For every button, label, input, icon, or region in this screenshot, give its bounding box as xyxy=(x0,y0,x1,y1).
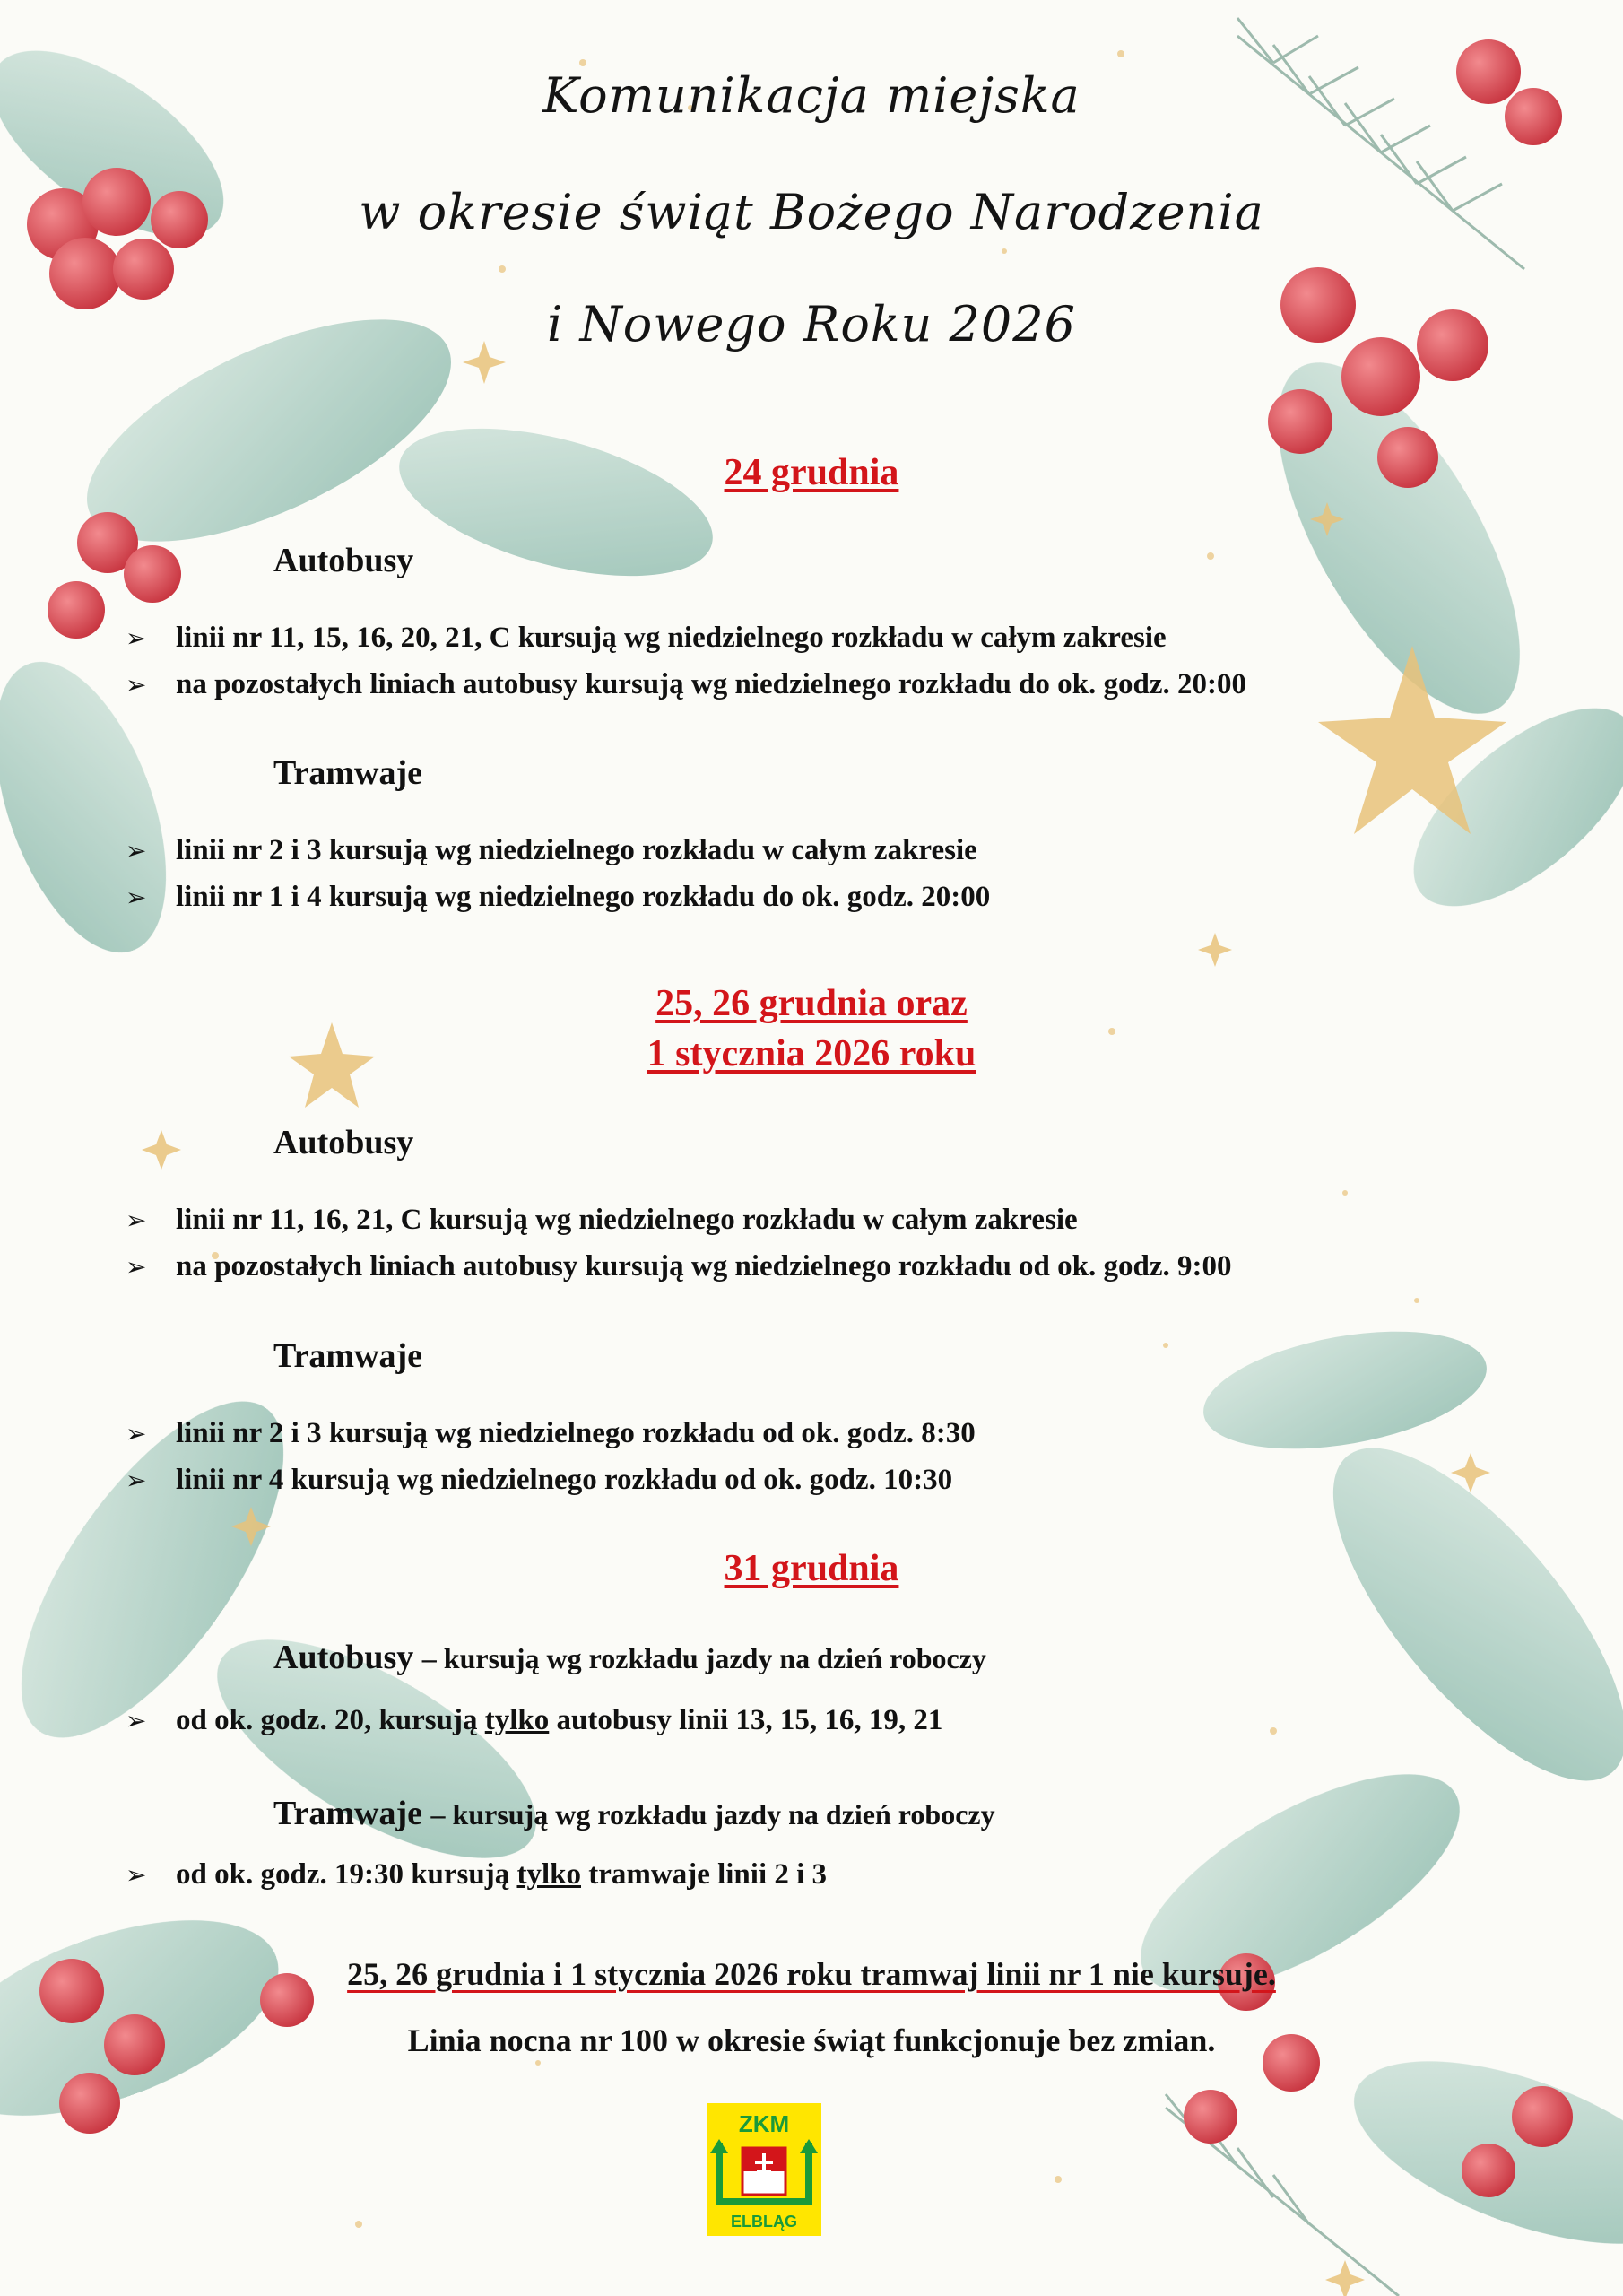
arrow-bullet-icon: ➢ xyxy=(126,1205,147,1235)
list-item: ➢ od ok. godz. 19:30 kursują tylko tramwaje linii 2 i 3 xyxy=(126,1858,828,1891)
footer-notice-night-line: Linia nocna nr 100 w okresie świąt funkcjonuje bez zmian. xyxy=(407,2022,1216,2058)
section-heading-31-december: 31 grudnia xyxy=(724,1548,899,1589)
trams-label-with-note: Tramwaje – kursują wg rozkładu jazdy na dzień roboczy xyxy=(273,1795,995,1832)
buses-label: Autobusy xyxy=(273,542,414,579)
zkm-elblag-logo xyxy=(707,2103,821,2236)
arrow-bullet-icon: ➢ xyxy=(126,670,147,700)
logo-bottom-text: ELBLĄG xyxy=(731,2213,797,2231)
logo-top-text: ZKM xyxy=(738,2110,790,2137)
section-heading-25-26-december-line-1: 25, 26 grudnia oraz xyxy=(655,983,968,1024)
list-item: ➢ na pozostałych liniach autobusy kursują wg niedzielnego rozkładu od ok. godz. 9:00 xyxy=(126,1250,1232,1283)
trams-note: – kursują wg rozkładu jazdy na dzień roboczy xyxy=(430,1798,995,1831)
buses-note: – kursują wg rozkładu jazdy na dzień roboczy xyxy=(421,1642,986,1674)
arrow-bullet-icon: ➢ xyxy=(126,1252,147,1282)
arrow-bullet-icon: ➢ xyxy=(126,623,147,653)
title-line-2: w okresie świąt Bożego Narodzenia xyxy=(359,184,1264,240)
arrow-bullet-icon: ➢ xyxy=(126,883,147,912)
title-line-1: Komunikacja miejska xyxy=(542,67,1081,124)
section-heading-25-26-december-line-2: 1 stycznia 2026 roku xyxy=(647,1033,976,1074)
title-line-3: i Nowego Roku 2026 xyxy=(547,296,1076,352)
list-item: ➢ od ok. godz. 20, kursują tylko autobusy linii 13, 15, 16, 19, 21 xyxy=(126,1704,943,1736)
list-item: ➢ linii nr 2 i 3 kursują wg niedzielnego rozkładu w całym zakresie xyxy=(126,834,977,866)
list-item: ➢ linii nr 11, 16, 21, C kursują wg niedzielnego rozkładu w całym zakresie xyxy=(126,1204,1078,1236)
list-item: ➢ na pozostałych liniach autobusy kursują wg niedzielnego rozkładu do ok. godz. 20:00 xyxy=(126,668,1246,700)
list-item: ➢ linii nr 4 kursują wg niedzielnego rozkładu od ok. godz. 10:30 xyxy=(126,1464,953,1496)
arrow-bullet-icon: ➢ xyxy=(126,1706,147,1735)
list-item: ➢ linii nr 11, 15, 16, 20, 21, C kursują wg niedzielnego rozkładu w całym zakresie xyxy=(126,622,1167,654)
footer-notice-tram-line-1: 25, 26 grudnia i 1 stycznia 2026 roku tramwaj linii nr 1 nie kursuje. xyxy=(347,1956,1276,1992)
buses-label: Autobusy xyxy=(273,1124,414,1161)
trams-label: Tramwaje xyxy=(273,754,423,792)
arrow-bullet-icon: ➢ xyxy=(126,1465,147,1495)
trams-label: Tramwaje xyxy=(273,1337,423,1375)
buses-label-with-note: Autobusy – kursują wg rozkładu jazdy na dzień roboczy xyxy=(273,1639,986,1676)
list-item: ➢ linii nr 2 i 3 kursują wg niedzielnego rozkładu od ok. godz. 8:30 xyxy=(126,1417,976,1449)
arrow-bullet-icon: ➢ xyxy=(126,1419,147,1448)
arrow-bullet-icon: ➢ xyxy=(126,1860,147,1890)
section-heading-24-december: 24 grudnia xyxy=(724,452,899,493)
list-item: ➢ linii nr 1 i 4 kursują wg niedzielnego rozkładu do ok. godz. 20:00 xyxy=(126,881,991,913)
arrow-bullet-icon: ➢ xyxy=(126,836,147,865)
